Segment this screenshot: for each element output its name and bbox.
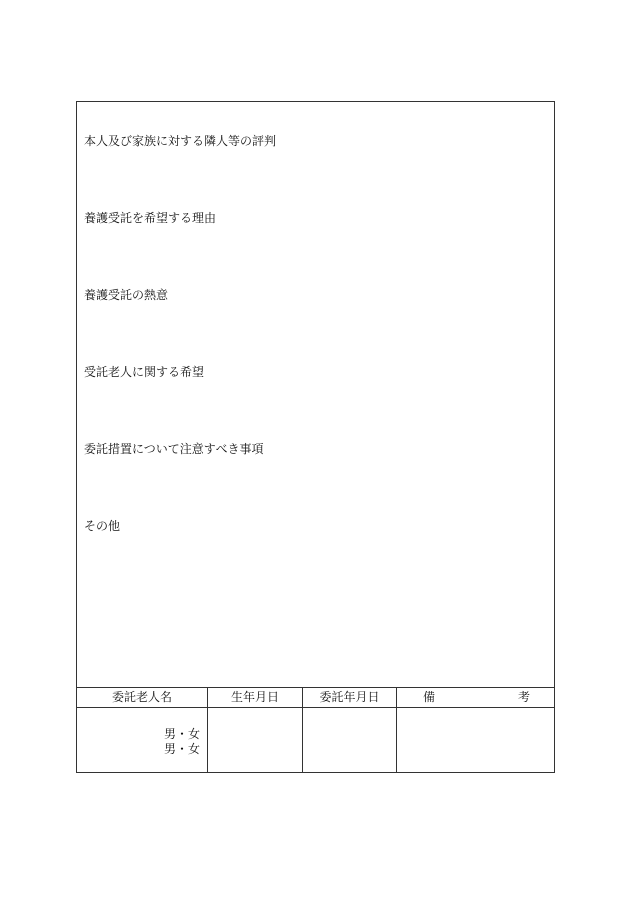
- gender-choice-row-1: 男・女: [164, 727, 201, 741]
- header-birth-date: 生年月日: [230, 690, 279, 704]
- section-precautions: 委託措置について注意すべき事項: [84, 442, 264, 456]
- section-reason-for-request: 養護受託を希望する理由: [84, 211, 217, 225]
- header-entrust-date: 委託年月日: [319, 690, 380, 704]
- section-enthusiasm: 養護受託の熱意: [84, 288, 169, 302]
- name-cell: [77, 708, 207, 773]
- form-box: [76, 101, 555, 773]
- header-notes-first-char: 備: [423, 690, 436, 704]
- form-sections: [77, 102, 554, 688]
- section-other: その他: [84, 519, 121, 533]
- header-notes-second-char: 考: [518, 690, 531, 704]
- column-divider: [396, 687, 397, 773]
- header-name: 委託老人名: [111, 690, 172, 704]
- section-preferences: 受託老人に関する希望: [84, 365, 205, 379]
- section-neighbor-reputation: 本人及び家族に対する隣人等の評判: [84, 134, 277, 148]
- gender-choice-row-2: 男・女: [164, 742, 201, 756]
- entrusted-elderly-table: [77, 687, 554, 773]
